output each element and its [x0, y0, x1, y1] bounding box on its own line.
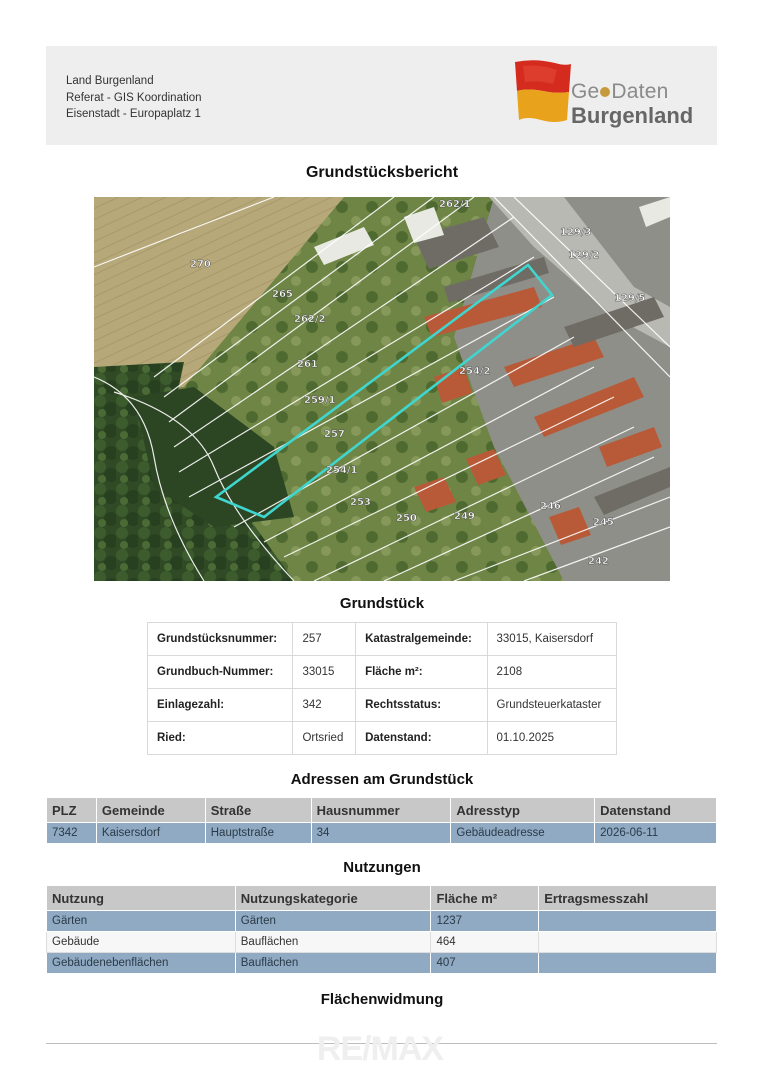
organisation-address — [66, 73, 202, 123]
value-rechtsstatus: Grundsteuerkataster — [487, 689, 616, 722]
parcel-label: 129/5 — [614, 293, 646, 304]
column-header: Nutzung — [47, 886, 236, 911]
adressen-table — [46, 797, 717, 844]
column-header: Hausnummer — [311, 798, 451, 823]
column-header: Gemeinde — [96, 798, 205, 823]
report-title: Grundstücksbericht — [305, 164, 459, 181]
table-cell: 34 — [311, 823, 451, 844]
parcel-label: 270 — [190, 259, 211, 270]
table-cell — [539, 911, 717, 932]
table-cell: Gärten — [235, 911, 431, 932]
column-header: Datenstand — [595, 798, 717, 823]
table-row — [47, 953, 717, 974]
parcel-label: 265 — [272, 289, 293, 300]
parcel-label: 254/2 — [459, 366, 491, 377]
table-cell: 1237 — [431, 911, 539, 932]
section-title-adressen: Adressen am Grundstück — [290, 771, 474, 788]
table-cell: Gebäudeadresse — [451, 823, 595, 844]
table-cell: Bauflächen — [235, 932, 431, 953]
value-datenstand: 01.10.2025 — [487, 722, 616, 755]
logo-text-burgenland: Burgenland — [571, 103, 694, 128]
column-header: Adresstyp — [451, 798, 595, 823]
value-einlagezahl: 342 — [293, 689, 356, 722]
table-cell: Gärten — [47, 911, 236, 932]
table-header-row — [47, 798, 717, 823]
parcel-label: 245 — [593, 517, 614, 528]
org-line: Land Burgenland — [66, 75, 154, 87]
table-cell: Gebäudenebenflächen — [47, 953, 236, 974]
parcel-label: 242 — [588, 556, 609, 567]
table-header-row — [47, 886, 717, 911]
table-row — [148, 689, 617, 722]
parcel-label: 259/1 — [304, 395, 336, 406]
table-cell: 464 — [431, 932, 539, 953]
table-row — [148, 623, 617, 656]
page-header — [46, 46, 717, 145]
value-ried: Ortsried — [293, 722, 356, 755]
table-row — [148, 722, 617, 755]
table-row — [47, 932, 717, 953]
column-header: Nutzungskategorie — [235, 886, 431, 911]
label-flaeche: Fläche m²: — [356, 656, 487, 689]
label-datenstand: Datenstand: — [356, 722, 487, 755]
geodaten-logo — [513, 58, 693, 130]
table-cell: 2026-06-11 — [595, 823, 717, 844]
label-grundbuch-nummer: Grundbuch-Nummer: — [148, 656, 293, 689]
section-title-nutzungen: Nutzungen — [343, 859, 421, 876]
table-cell: 7342 — [47, 823, 97, 844]
table-cell — [539, 953, 717, 974]
table-cell — [539, 932, 717, 953]
label-ried: Ried: — [148, 722, 293, 755]
logo-dot-icon — [600, 87, 610, 97]
label-einlagezahl: Einlagezahl: — [148, 689, 293, 722]
parcel-label: 129/2 — [568, 250, 600, 261]
column-header: Fläche m² — [431, 886, 539, 911]
parcel-label: 262/2 — [294, 314, 326, 325]
value-katastralgemeinde: 33015, Kaisersdorf — [487, 623, 616, 656]
column-header: Straße — [205, 798, 311, 823]
parcel-label: 261 — [297, 359, 318, 370]
table-cell: Gebäude — [47, 932, 236, 953]
table-cell: Bauflächen — [235, 953, 431, 974]
parcel-label: 262/1 — [439, 199, 471, 210]
table-row — [47, 823, 717, 844]
label-rechtsstatus: Rechtsstatus: — [356, 689, 487, 722]
table-cell: 407 — [431, 953, 539, 974]
table-cell: Hauptstraße — [205, 823, 311, 844]
parcel-label: 249 — [454, 511, 475, 522]
section-title-flaechenwidmung: Flächenwidmung — [320, 991, 444, 1008]
table-cell: Kaisersdorf — [96, 823, 205, 844]
section-title-grundstueck: Grundstück — [339, 595, 425, 612]
parcel-label: 253 — [350, 497, 371, 508]
column-header: Ertragsmesszahl — [539, 886, 717, 911]
remax-watermark: RE/MAX — [316, 1030, 444, 1068]
column-header: PLZ — [47, 798, 97, 823]
parcel-label: 254/1 — [326, 465, 358, 476]
flag-icon — [513, 58, 573, 126]
value-grundbuch-nummer: 33015 — [293, 656, 356, 689]
table-row — [47, 911, 717, 932]
grundstueck-table — [147, 622, 617, 755]
org-line: Referat - GIS Koordination — [66, 91, 202, 104]
aerial-map-image — [94, 197, 670, 581]
parcel-label: 129/3 — [560, 227, 592, 238]
value-flaeche: 2108 — [487, 656, 616, 689]
label-grundstuecksnummer: Grundstücksnummer: — [148, 623, 293, 656]
parcel-label: 246 — [540, 501, 561, 512]
aerial-map — [94, 197, 670, 581]
table-row — [148, 656, 617, 689]
logo-text-geodaten: Ge Daten — [571, 80, 669, 103]
org-line: Eisenstadt - Europaplatz 1 — [66, 108, 201, 120]
parcel-label: 257 — [324, 429, 345, 440]
nutzungen-table — [46, 885, 717, 974]
parcel-label: 250 — [396, 513, 417, 524]
value-grundstuecksnummer: 257 — [293, 623, 356, 656]
label-katastralgemeinde: Katastralgemeinde: — [356, 623, 487, 656]
